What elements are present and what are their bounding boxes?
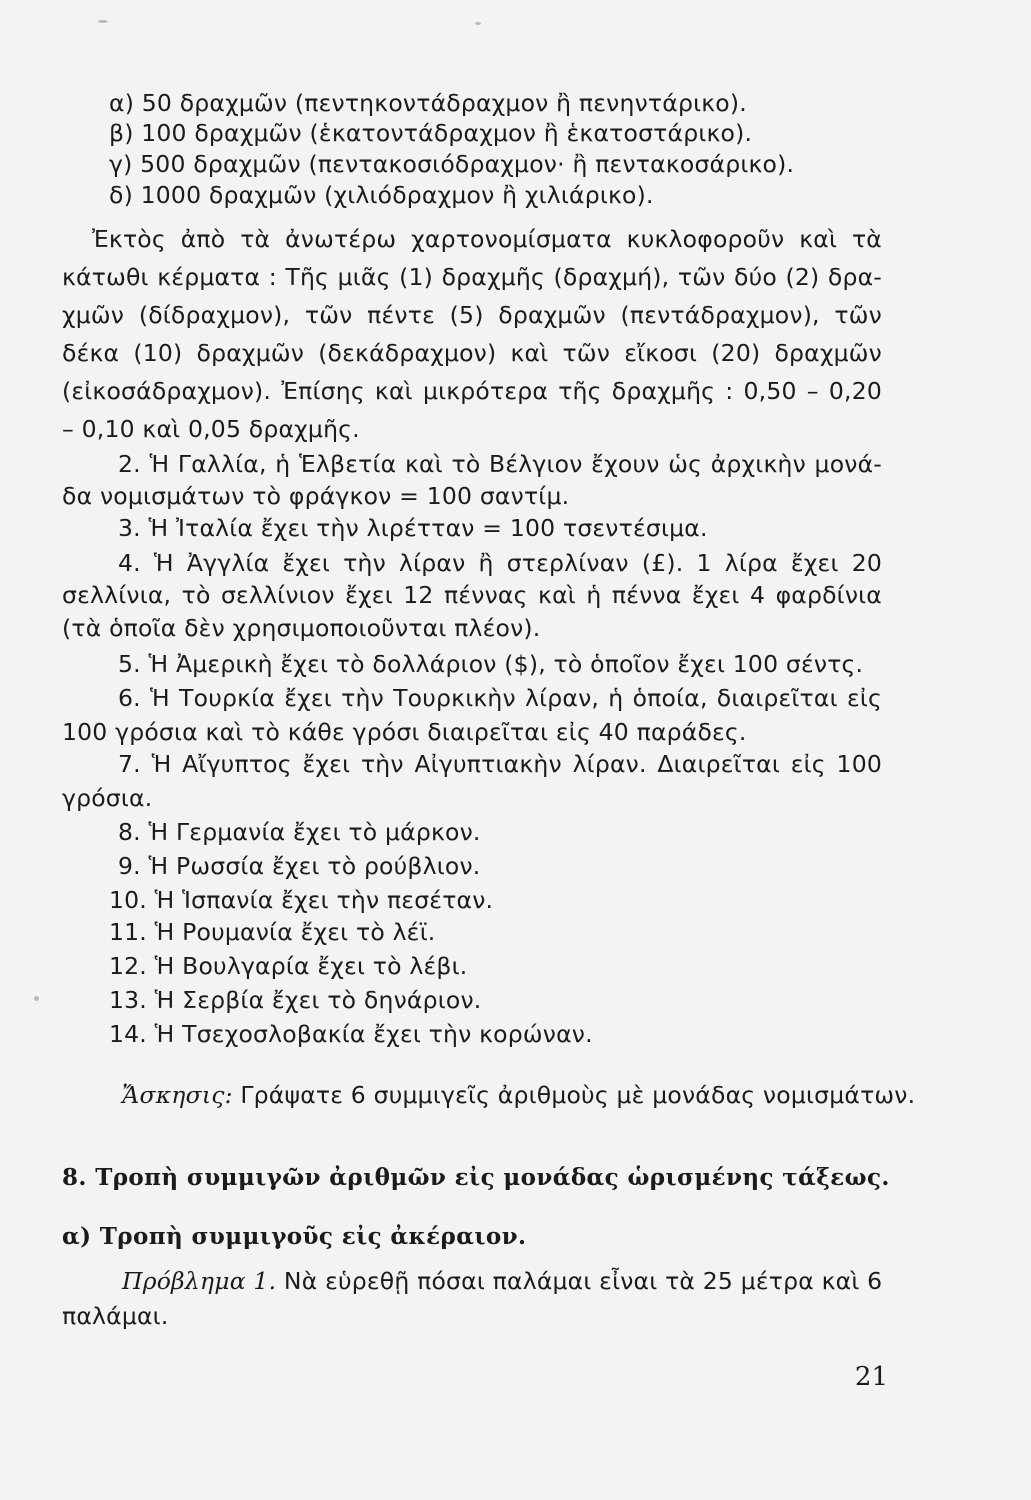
- problem-text: Νὰ εὑρεθῇ πόσαι παλάμαι εἶναι τὰ 25 μέτρα καὶ 6: [276, 1267, 883, 1295]
- scan-speck: [34, 996, 39, 1001]
- list-item: 9. Ἡ Ρωσσία ἔχει τὸ ρούβλιον.: [118, 852, 481, 880]
- scan-speck: [475, 22, 481, 25]
- list-item: σελλίνια, τὸ σελλίνιον ἔχει 12 πέννας καὶ ἡ πέννα ἔχει 4 φαρδίνια: [62, 581, 882, 609]
- section-heading: 8. Τροπὴ συμμιγῶν ἀριθμῶν εἰς μονάδας ὡρισμένης τάξεως.: [62, 1164, 890, 1191]
- exercise-text: Γράψατε 6 συμμιγεῖς ἀριθμοὺς μὲ μονάδας νομισμάτων.: [232, 1081, 916, 1109]
- problem-label: Πρόβλημα 1.: [122, 1267, 277, 1295]
- list-item: δα νομισμάτων τὸ φράγκον = 100 σαντίμ.: [62, 482, 570, 510]
- paragraph-line: (εἰκοσάδραχμον). Ἐπίσης καὶ μικρότερα τῆς δραχμῆς : 0,50 – 0,20: [62, 377, 882, 405]
- list-item: α) 50 δραχμῶν (πεντηκοντάδραχμον ἢ πενηντάρικο).: [109, 89, 747, 117]
- scan-speck: [98, 20, 108, 23]
- list-item: 8. Ἡ Γερμανία ἔχει τὸ μάρκον.: [118, 818, 481, 846]
- paragraph-line: χμῶν (δίδραχμον), τῶν πέντε (5) δραχμῶν (πεντάδραχμον), τῶν: [62, 301, 882, 329]
- list-item: 6. Ἡ Τουρκία ἔχει τὴν Τουρκικὴν λίραν, ἡ ὁποία, διαιρεῖται εἰς: [118, 684, 882, 712]
- exercise-label: Ἄσκησις:: [122, 1081, 233, 1109]
- list-item: δ) 1000 δραχμῶν (χιλιόδραχμον ἢ χιλιάρικο).: [109, 181, 654, 209]
- subsection-heading: α) Τροπὴ συμμιγοῦς εἰς ἀκέραιον.: [62, 1223, 527, 1250]
- list-item: 100 γρόσια καὶ τὸ κάθε γρόσι διαιρεῖται εἰς 40 παράδες.: [62, 718, 747, 746]
- exercise-line: [122, 1080, 915, 1110]
- list-item: 14. Ἡ Τσεχοσλοβακία ἔχει τὴν κορώναν.: [109, 1020, 593, 1048]
- page-number: 21: [854, 1362, 888, 1392]
- list-item: 13. Ἡ Σερβία ἔχει τὸ δηνάριον.: [109, 986, 482, 1014]
- list-item: (τὰ ὁποῖα δὲν χρησιμοποιοῦνται πλέον).: [62, 614, 541, 642]
- list-item: β) 100 δραχμῶν (ἑκατοντάδραχμον ἢ ἑκατοστάρικο).: [109, 119, 753, 147]
- list-item: 11. Ἡ Ρουμανία ἔχει τὸ λέϊ.: [109, 918, 436, 946]
- list-item: γρόσια.: [62, 784, 153, 812]
- list-item: 4. Ἡ Ἀγγλία ἔχει τὴν λίραν ἢ στερλίναν (£). 1 λίρα ἔχει 20: [118, 549, 882, 577]
- list-item: γ) 500 δραχμῶν (πεντακοσιόδραχμον· ἢ πεντακοσάρικο).: [109, 150, 795, 178]
- paragraph-line: δέκα (10) δραχμῶν (δεκάδραχμον) καὶ τῶν εἴκοσι (20) δραχμῶν: [62, 339, 882, 367]
- problem-continuation: παλάμαι.: [62, 1302, 169, 1330]
- list-item: 5. Ἡ Ἀμερικὴ ἔχει τὸ δολλάριον ($), τὸ ὁποῖον ἔχει 100 σέντς.: [118, 650, 864, 678]
- paragraph-line: κάτωθι κέρματα : Τῆς μιᾶς (1) δραχμῆς (δραχμή), τῶν δύο (2) δρα-: [62, 263, 882, 291]
- list-item: 2. Ἡ Γαλλία, ἡ Ἑλβετία καὶ τὸ Βέλγιον ἔχουν ὡς ἀρχικὴν μονά-: [118, 450, 882, 478]
- paragraph-line: Ἐκτὸς ἀπὸ τὰ ἀνωτέρω χαρτονομίσματα κυκλοφοροῦν καὶ τὰ: [92, 225, 882, 253]
- list-item: 3. Ἡ Ἰταλία ἔχει τὴν λιρέτταν = 100 τσεντέσιμα.: [118, 514, 708, 542]
- list-item: 12. Ἡ Βουλγαρία ἔχει τὸ λέβι.: [109, 952, 468, 980]
- list-item: 10. Ἡ Ἱσπανία ἔχει τὴν πεσέταν.: [109, 886, 494, 914]
- list-item: 7. Ἡ Αἴγυπτος ἔχει τὴν Αἰγυπτιακὴν λίραν. Διαιρεῖται εἰς 100: [118, 750, 882, 778]
- paragraph-line: – 0,10 καὶ 0,05 δραχμῆς.: [62, 415, 360, 443]
- problem-line: [62, 1266, 882, 1296]
